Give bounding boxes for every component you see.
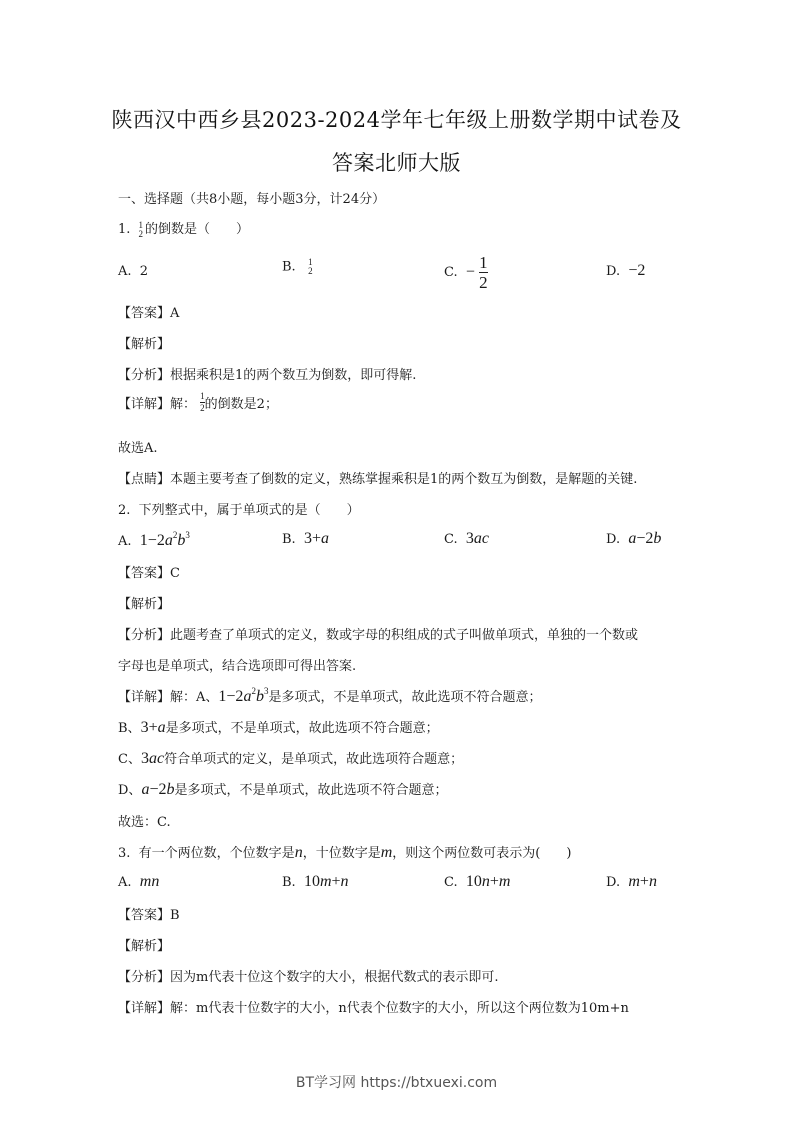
q2-option-d: D. a−2b xyxy=(606,530,662,547)
q3-option-b: B. 10m+n xyxy=(282,873,349,890)
q1-option-c: C. − $\frac{1}{2}$ xyxy=(444,253,488,292)
q1-option-a: A. 2 xyxy=(118,264,149,279)
q3-answer: 【答案】B xyxy=(118,908,180,923)
q2-detail-c: C、3ac符合单项式的定义，是单项式，故此选项符合题意； xyxy=(118,750,464,767)
q2-fenxi-line1: 【分析】此题考查了单项式的定义，数或字母的积组成的式子叫做单项式，单独的一个数或 xyxy=(118,628,639,643)
q1-xiangjie: 【详解】解： $\frac{1}{2}$ 的倒数是2； xyxy=(118,391,278,413)
question-3-stem: 3. 有一个两位数，个位数字是n，十位数字是m，则这个两位数可表示为( ) xyxy=(118,844,572,861)
section-heading: 一、选择题（共8小题，每小题3分，计24分） xyxy=(118,192,386,207)
q2-answer: 【答案】C xyxy=(118,566,180,581)
question-number: 1. xyxy=(118,222,131,237)
q2-analysis-tag: 【解析】 xyxy=(118,597,171,612)
q3-option-c: C. 10n+m xyxy=(444,873,511,890)
document-title-line1: 陕西汉中西乡县2023-2024学年七年级上册数学期中试卷及 xyxy=(111,108,682,132)
q1-fenxi: 【分析】根据乘积是1的两个数互为倒数，即可得解. xyxy=(118,368,417,383)
q2-detail-b: B、3+a是多项式，不是单项式，故此选项不符合题意； xyxy=(118,719,439,736)
q2-fenxi-line2: 字母也是单项式，结合选项即可得出答案. xyxy=(118,659,357,674)
q1-analysis-tag: 【解析】 xyxy=(118,337,171,352)
q3-analysis-tag: 【解析】 xyxy=(118,939,171,954)
q3-xiangjie: 【详解】解：m代表十位数字的大小，n代表个位数字的大小，所以这个两位数为10m+n xyxy=(118,1001,629,1016)
q3-option-d: D. m+n xyxy=(606,873,657,890)
q1-option-b: B. 1 2 xyxy=(282,257,313,276)
question-1-stem xyxy=(118,218,249,239)
q2-option-b: B. 3+a xyxy=(282,530,329,547)
q3-option-a: A. mn xyxy=(118,873,160,890)
question-2-stem: 2. 下列整式中，属于单项式的是（ ） xyxy=(118,503,360,518)
fraction: 1 2 xyxy=(138,219,144,239)
footer-watermark: BT学习网 https://btxuexi.com xyxy=(295,1075,498,1091)
question-text: 的倒数是（ ） xyxy=(145,222,250,237)
q1-conclusion: 故选A. xyxy=(118,441,158,456)
q2-option-a: A. $1-2a^2b^3$ xyxy=(118,530,190,549)
q2-conclusion: 故选：C. xyxy=(118,815,171,830)
q1-answer: 【答案】A xyxy=(118,306,180,321)
q3-fenxi: 【分析】因为m代表十位这个数字的大小，根据代数式的表示即可. xyxy=(118,970,499,985)
q1-dianjing: 【点睛】本题主要考查了倒数的定义，熟练掌握乘积是1的两个数互为倒数，是解题的关键. xyxy=(118,472,638,487)
q2-detail-a: 【详解】解：A、$1-2a^2b^3$是多项式，不是单项式，故此选项不符合题意； xyxy=(118,686,542,705)
q2-option-c: C. 3ac xyxy=(444,530,489,547)
q2-detail-d: D、a−2b是多项式，不是单项式，故此选项不符合题意； xyxy=(118,781,448,798)
q1-option-d: D. −2 xyxy=(606,262,646,279)
document-title-line2: 答案北师大版 xyxy=(332,151,461,175)
